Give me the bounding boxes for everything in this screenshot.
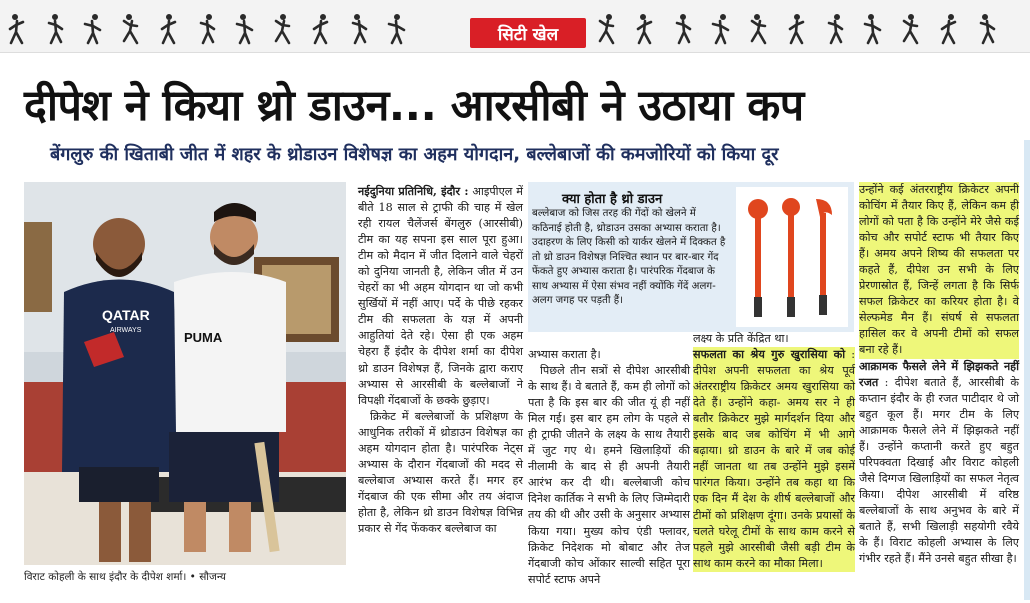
highlighted-paragraph: उन्होंने कई अंतरराष्ट्रीय क्रिकेटर अपनी कोचिंग में तैयार किए हैं, लेकिन कम ही लोगों को पता है कि उन्होंने मेरे जैसे कई कोच और सपोर्ट स्टाफ भी तैयार किए हैं। अमय अपने शिष्य की सफलता पर कहते हैं, दीपेश उन सभी के लिए प्रेरणास्रोत हैं, जिन्हें लगता है कि सिर्फ सफल क्रिकेटर का करियर होता है। वे सेल्फमेड मैन हैं। संघर्ष से सफलता हासिल कर वे अपनी टीमों को सफल बना रहे हैं। [859,182,1019,359]
article-column-2 [528,347,690,588]
info-box-text: बल्लेबाज को जिस तरह की गेंदों को खेलने में कठिनाई होती है, थ्रोडाउन उसका अभ्यास कराता है। उदाहरण के लिए किसी को यार्कर खेलने में दिक्कत है तो थ्रो डाउन विशेषज्ञ निश्चित स्थान पर बार-बार गेंद फेंकते हुए अभ्यास कराता है। पारंपरिक गेंदबाज के साथ अभ्यास में ऐसा संभव नहीं क्योंकि गेंदें अलग-अलग जगह पर पड़ती हैं। [532,208,726,306]
sports-icons-left [6,8,446,46]
sprinter-icon [310,12,332,46]
hockey-icon [234,12,256,46]
article-column-3 [693,331,855,572]
cyclist-icon [6,12,28,46]
tennis-icon [938,12,960,46]
runner-icon [158,12,180,46]
weightlifter-icon [824,12,846,46]
paragraph-text: आइपीएल में बीते 18 साल से ट्राफी की चाह में खेल रही रायल चैलेंजर्स बेंगलुरु (आरसीबी) टीम का यह सपना इस साल पूरा हुआ। टीम को मैदान में जीत दिलाने वाले चेहरों को दुनिया जानती है, लेकिन जीत में उन चेहरों का भी अहम योगदान था जो कभी सुर्खियों में नहीं आए। पर्दे के पीछे रहकर टीम की सफलता के यज्ञ में अपनी आहुतियां देते रहे। ऐसा ही एक अहम चेहरा हैं इंदौर के दीपेश शर्मा का दीपेश थ्रो डाउन विशेषज्ञ हैं, जिनके द्वारा कराए अभ्यास से आरसीबी के बल्लेबाजों ने विपक्षी गेंदबाजों के छक्के छुड़ाए। [358,185,523,407]
badminton-icon [120,12,142,46]
basketball-icon [348,12,370,46]
shirt-brand-text: PUMA [184,330,223,345]
paragraph-text: : दीपेश बताते हैं, आरसीबी के कप्तान इंदौर के ही रजत पाटीदार थे जो बहुत कूल हैं। मगर टीम के लिए आक्रामक फैसले लेने में झिझकते नहीं हैं। उन्होंने कप्तानी करते हुए बहुत परिपक्वता दिखाई और विराट कोहली जैसे दिग्गज खिलाड़ियों का सफल नेतृत्व किया। दीपेश आरसीबी में वरिष्ठ बल्लेबाजों के साथ अनुभव के बारे में बताते हैं, सभी खिलाड़ी सहयोगी रवैये के हैं। विराट कोहली अभ्यास के लिए गंभीर रहते हैं। मैंने उनसे बहुत सीखा है। [859,375,1019,566]
archer-icon [672,12,694,46]
headline: दीपेश ने किया थ्रो डाउन... आरसीबी ने उठाया कप [24,81,804,131]
badminton-icon [976,12,998,46]
paragraph: अभ्यास कराता है। [528,348,601,361]
highlighted-paragraph [693,347,855,572]
subhead: सफलता का श्रेय गुरु खुरासिया को [693,348,846,362]
javelin-icon [900,12,922,46]
paragraph [358,183,523,409]
fencer-icon [634,12,656,46]
photo-caption: विराट कोहली के साथ इंदौर के दीपेश शर्मा। • सौजन्य [24,571,227,583]
article-photo [24,182,346,565]
subheadline: बेंगलुरु की खिताबी जीत में शहर के थ्रोडाउन विशेषज्ञ का अहम योगदान, बल्लेबाजों की कमजोरियों को किया दूर [50,144,779,165]
page-edge [1024,140,1030,600]
section-label: सिटी खेल [470,18,586,48]
cyclist-icon [862,12,884,46]
sports-icons-right [596,8,1026,46]
paragraph: लक्ष्य के प्रति केंद्रित था। [693,332,789,345]
paragraph [859,359,1019,568]
paragraph-text: : दीपेश अपनी सफलता का श्रेय पूर्व अंतरराष्ट्रीय क्रिकेटर अमय खुरासिया को देते हैं। उन्होंने कहा- अमय सर ने ही बतौर क्रिकेटर मुझे मार्गदर्शन दिया और इसके बाद जब कोचिंग में भी आगे बढ़ाया। थ्रो डाउन के बारे में जब कोई नहीं जानता था तब उन्होंने मुझे इसमें पारंगत किया। उन्होंने तब कहा था कि एक दिन मैं देश के शीर्ष बल्लेबाजों और टीमों को प्रशिक्षण दूंगा। उनके प्रयासों के चलते घरेलू टीमों के साथ काम करने से पहले मुझे आरसीबी जैसी बड़ी टीम के साथ काम करने का मौका मिला। [693,348,855,570]
throwdown-sticks-image [736,187,848,327]
paragraph: क्रिकेट में बल्लेबाजों के प्रशिक्षण के आधुनिक तरीकों में थ्रोडाउन विशेषज्ञ का अहम योगदान होता है। पारंपरिक नेट्स अभ्यास के दौरान गेंदबाजों की मदद से बल्लेबाज अभ्यास करते हैं। मगर हर गेंदबाज की एक सीमा और तय अंदाज होता है, लेकिन थ्रो डाउन विशेषज्ञ विभिन्न प्रकार से गेंद फेंककर बल्लेबाज का [358,409,523,535]
javelin-icon [44,12,66,46]
gymnast-icon [710,12,732,46]
swimmer-icon [748,12,770,46]
shooter-icon [596,12,618,46]
athlete-icon [386,12,408,46]
article-column-1 [358,183,523,537]
paragraph: पिछले तीन सत्रों से दीपेश आरसीबी के साथ हैं। वे बताते हैं, कम ही लोगों को पता है कि इस बार की जीत यूं ही नहीं मिल गई। इस बार हम लोग के पहले से ही ट्राफी जीतने के लक्ष्य के साथ तैयारी में जुट गए थे। हमने खिलाड़ियों की नीलामी के बाद से ही अपनी तैयारी आरंभ कर दी थी। बल्लेबाजी कोच दिनेश कार्तिक ने सभी के लिए जिम्मेदारी तय की थी और उसी के अनुसार अभ्यास किया गया। मुख्य कोच एंडी फ्लावर, क्रिकेट निदेशक मो बोबाट और तेज गेंदबाजी कोच ओंकार साल्वी सहित पूरा सपोर्ट स्टाफ अपने [528,364,690,586]
football-icon [272,12,294,46]
tennis-icon [82,12,104,46]
byline: नईदुनिया प्रतिनिधि, इंदौर : [358,184,469,198]
info-box-title: क्या होता है थ्रो डाउन [562,192,663,207]
article-column-4 [859,182,1019,567]
rower-icon [786,12,808,46]
cricket-icon [196,12,218,46]
jersey-brand-text: QATAR [102,307,150,323]
jersey-brand-sub-text: AIRWAYS [110,327,142,334]
subhead: आक्रामक फैसले लेने में झिझकते नहीं रजत [859,359,1019,389]
section-banner [0,0,1030,53]
